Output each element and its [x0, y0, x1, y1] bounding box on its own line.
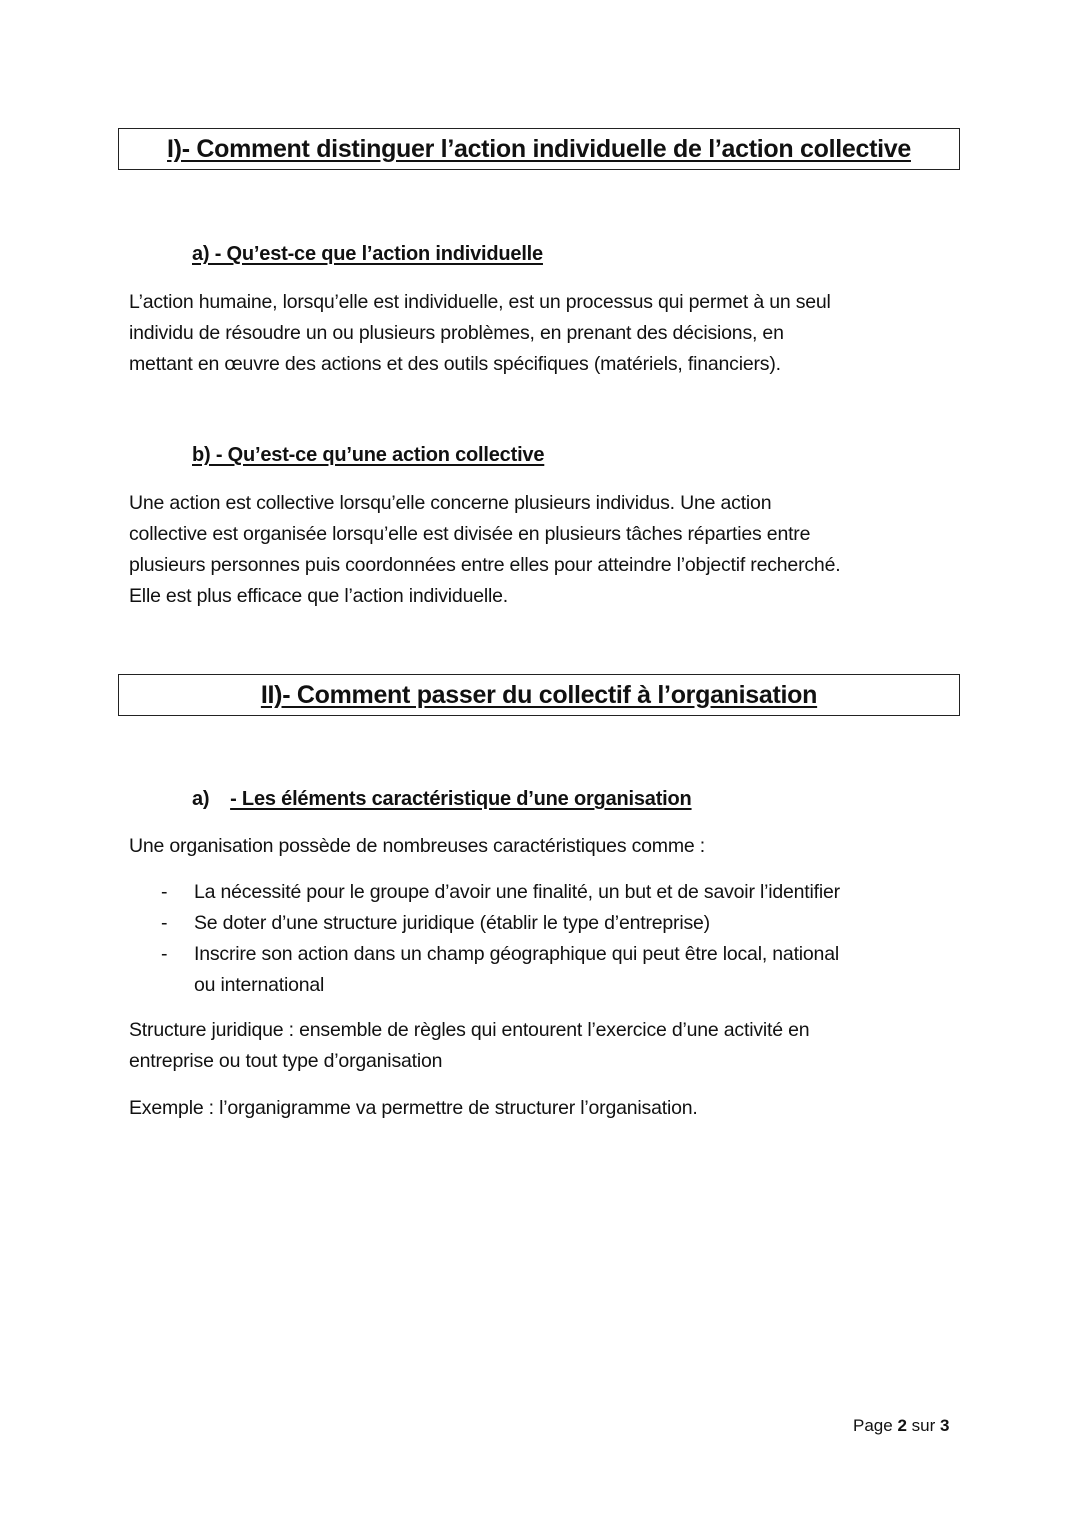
definition-paragraph: [129, 1015, 959, 1077]
page-separator: sur: [911, 1416, 936, 1435]
definition-line: Structure juridique : ensemble de règles qui entourent l’exercice d’une activité en: [129, 1019, 810, 1041]
section-1a-heading: [192, 243, 543, 266]
paragraph-line: mettant en œuvre des actions et des outils spécifiques (matériels, financiers).: [129, 353, 781, 375]
list-item-text: ou international: [194, 974, 325, 996]
section-1a-heading-text: a) - Qu’est-ce que l’action individuelle: [192, 243, 543, 265]
bullet-dash-icon: -: [161, 881, 168, 903]
list-item-text: La nécessité pour le groupe d’avoir une finalité, un but et de savoir l’identifier: [194, 881, 840, 903]
paragraph-line: collective est organisée lorsqu’elle est divisée en plusieurs tâches réparties entre: [129, 523, 811, 545]
page-number-footer: [853, 1416, 949, 1436]
paragraph-line: Une action est collective lorsqu’elle concerne plusieurs individus. Une action: [129, 492, 772, 514]
intro-line: Une organisation possède de nombreuses caractéristiques comme :: [129, 835, 705, 857]
list-item-text: Se doter d’une structure juridique (établir le type d’entreprise): [194, 912, 710, 934]
current-page: 2: [897, 1416, 907, 1435]
paragraph-line: Elle est plus efficace que l’action individuelle.: [129, 585, 508, 607]
section-1b-paragraph: [129, 488, 959, 612]
section-2a-heading-text: - Les éléments caractéristique d’une organisation: [230, 788, 692, 810]
section-2-title: II)- Comment passer du collectif à l’organisation: [260, 680, 818, 709]
page-label: Page: [853, 1416, 893, 1435]
characteristics-list: [129, 877, 959, 1001]
total-pages: 3: [940, 1416, 950, 1435]
list-item: [129, 908, 959, 939]
section-1a-paragraph: [129, 287, 959, 380]
section-2-header-box: [118, 674, 960, 716]
paragraph-line: L’action humaine, lorsqu’elle est individuelle, est un processus qui permet à un seul: [129, 291, 831, 313]
list-item: [129, 939, 959, 1001]
section-2a-intro: [129, 831, 959, 862]
paragraph-line: individu de résoudre un ou plusieurs problèmes, en prenant des décisions, en: [129, 322, 784, 344]
example-line: Exemple : l’organigramme va permettre de structurer l’organisation.: [129, 1097, 698, 1119]
section-1-header-box: [118, 128, 960, 170]
definition-line: entreprise ou tout type d’organisation: [129, 1050, 443, 1072]
paragraph-line: plusieurs personnes puis coordonnées entre elles pour atteindre l’objectif recherché.: [129, 554, 841, 576]
bullet-dash-icon: -: [161, 943, 168, 965]
section-2a-heading: [192, 788, 692, 811]
section-1b-heading: [192, 444, 544, 467]
example-paragraph: [129, 1093, 959, 1124]
bullet-dash-icon: -: [161, 912, 168, 934]
list-item: [129, 877, 959, 908]
section-1b-heading-text: b) - Qu’est-ce qu’une action collective: [192, 444, 545, 466]
section-2a-marker: a): [192, 788, 210, 810]
list-item-text: Inscrire son action dans un champ géographique qui peut être local, national: [194, 943, 839, 965]
section-1-title: I)- Comment distinguer l’action individuelle de l’action collective: [167, 134, 911, 163]
